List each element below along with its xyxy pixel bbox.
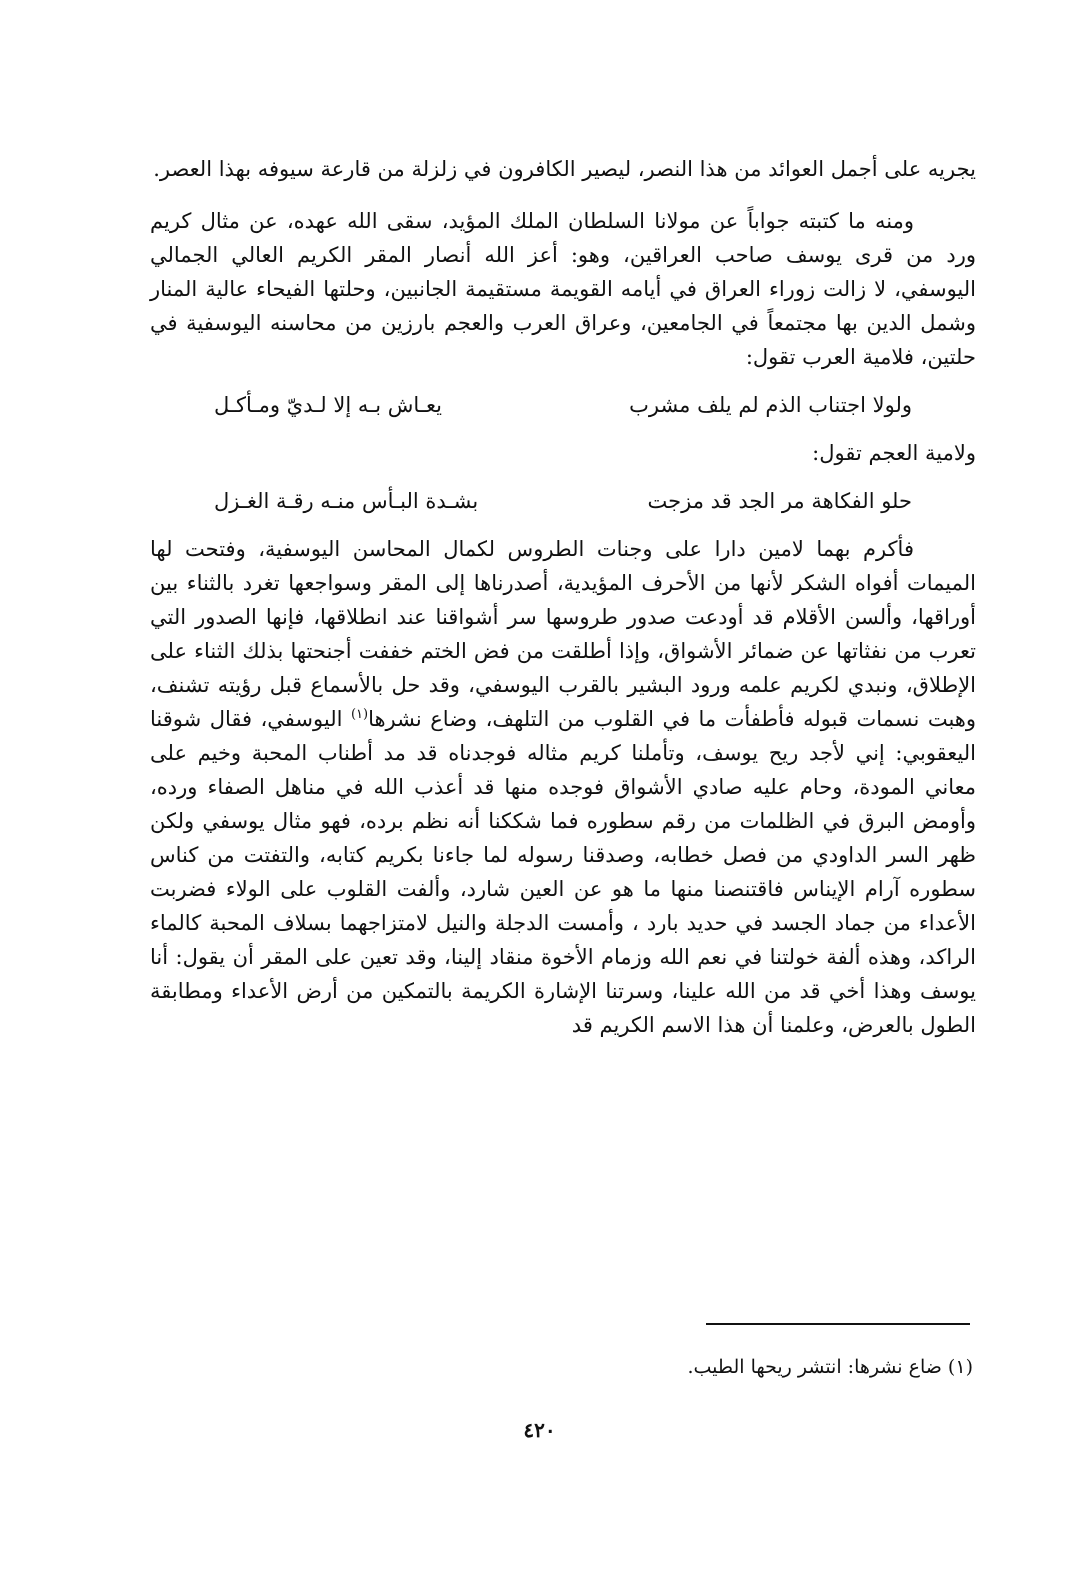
verse-1	[150, 388, 976, 422]
footnote-rule	[706, 1323, 970, 1325]
page-body	[150, 152, 976, 1042]
footnote: (١) ضاع نشرها: انتشر ريحها الطيب.	[687, 1356, 973, 1378]
verse-gap	[150, 374, 976, 388]
paragraph-3: ولامية العجم تقول:	[812, 441, 976, 465]
verse-gap	[150, 422, 976, 436]
page-number: ٤٢٠	[523, 1418, 556, 1442]
paragraph-4	[150, 532, 976, 1042]
verse-gap	[150, 470, 976, 484]
verse-2-second-hemistich: بشـدة البـأس منـه رقـة الغـزل	[214, 489, 479, 513]
verse-1-second-hemistich: يعـاش بـه إلا لـديّ ومـأكـل	[214, 393, 442, 417]
verse-2-first-hemistich: حلو الفكاهة مر الجد قد مزجت	[647, 489, 912, 513]
paragraph-4-text-before-note: فأكرم بهما لامين دارا على وجنات الطروس لكمال المحاسن اليوسفية، وفتحت لها الميمات أفواه الشكر لأنها من الأحرف المؤيدية، أصدرناها إلى المقر وسواجعها تغرد بالثناء بين أوراقها، وألسن الأقلام قد أودعت صدور طروسها سر أشواقنا عند انطلاقها، فإنها الصدور التي تعرب من نفثاتها عن ضمائر الأشواق، وإذا أطلقت من فض الختم خففت أجنحتها بذلك الثناء على الإطلاق، ونبدي لكريم علمه ورود البشير بالقرب اليوسفي، وقد حل بالأسماع قبل رؤيته تشنف، وهبت نسمات قبوله فأطفأت ما في القلوب من التلهف، وضاع نشرها	[150, 537, 976, 731]
verse-gap	[150, 518, 976, 532]
paragraph-gap	[150, 186, 976, 204]
verse-1-first-hemistich: ولولا اجتناب الذم لم يلف مشرب	[629, 393, 912, 417]
footnote-marker: (١)	[350, 707, 369, 722]
paragraph-2: ومنه ما كتبته جواباً عن مولانا السلطان الملك المؤيد، سقى الله عهده، عن مثال كريم ورد من قرى يوسف صاحب العراقين، وهو: أعز الله أنصار المقر الكريم العالي الجمالي اليوسفي، لا زالت زوراء العراق في أيامه القويمة مستقيمة الجانبين، وحلتها الفيحاء عالية المنار وشمل الدين بها مجتمعاً في الجامعين، وعراق العرب والعجم بارزين من محاسنه اليوسفية في حلتين، فلامية العرب تقول:	[150, 209, 976, 369]
paragraph-1: يجريه على أجمل العوائد من هذا النصر، ليصير الكافرون في زلزلة من قارعة سيوفه بهذا العصر.	[153, 157, 976, 181]
verse-2	[150, 484, 976, 518]
paragraph-4-text-after-note: اليوسفي، فقال شوقنا اليعقوبي: إني لأجد ريح يوسف، وتأملنا كريم مثاله فوجدناه قد مد أطناب المحبة وخيم على معاني المودة، وحام عليه صادي الأشواق فوجده منها قد أعذب الله في مناهل الصفاء ورده، وأومض البرق في الظلمات من رقم سطوره فما شككنا أنه نظم برده، فهو مثال يوسفي ولكن ظهر السر الداودي من فصل خطابه، وصدقنا رسوله لما جاءنا بكريم كتابه، والتفتت من كناس سطوره آرام الإيناس فاقتنصنا منها ما هو عن العين شارد، وألفت القلوب على الولاء فضربت الأعداء من جماد الجسد في حديد بارد ، وأمست الدجلة والنيل لامتزاجهما بسلاف المحبة كالماء الراكد، وهذه ألفة خولتنا في نعم الله وزمام الأخوة منقاد إلينا، وقد تعين على المقر أن يقول: أنا يوسف وهذا أخي قد من الله علينا، وسرتنا الإشارة الكريمة بالتمكين من أرض الأعداء ومطابقة الطول بالعرض، وعلمنا أن هذا الاسم الكريم قد	[150, 707, 976, 1037]
